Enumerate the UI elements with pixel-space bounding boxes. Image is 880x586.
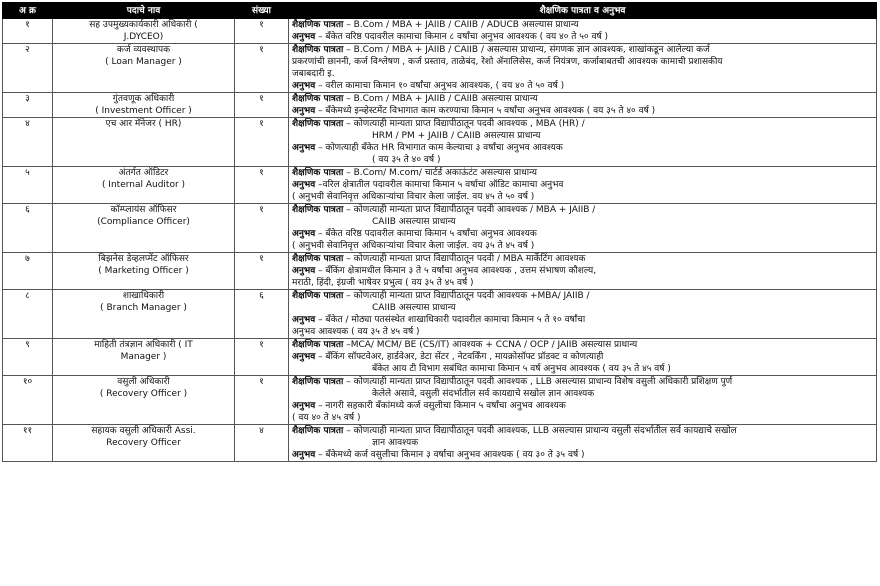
qualification-label: शैक्षणिक पात्रता	[292, 254, 344, 264]
post-name-line: Recovery Officer	[106, 438, 181, 448]
qualification-text: – बँकेमध्ये इन्व्हेस्टमेंट विभागात काम करण्याचा किमान ५ वर्षांचा अनुभव आवश्यक ( वय ३५ ते ४० वर्ष )	[315, 106, 656, 116]
post-count-cell: १	[235, 204, 289, 253]
table-row	[3, 339, 877, 376]
serial-number-cell: ९	[3, 339, 53, 376]
qualification-cell	[289, 290, 877, 339]
qualification-text: – कोणत्याही बँकेत HR विभागात काम केल्याचा ३ वर्षांचा अनुभव आवश्यक	[315, 143, 563, 153]
post-name-line: ( Marketing Officer )	[98, 266, 189, 276]
table-row	[3, 19, 877, 44]
qualification-text: – कोणत्याही मान्यता प्राप्त विद्यापीठातून पदवी / MBA मार्केटिंग आवश्यक	[343, 254, 586, 264]
table-row	[3, 253, 877, 290]
table-row	[3, 204, 877, 253]
serial-number-cell: ३	[3, 93, 53, 118]
qualification-text: – कोणत्याही मान्यता प्राप्त विद्यापीठातून पदवी आवश्यक +MBA/ JAIIB /	[343, 291, 590, 301]
qualification-text: ( वय ४० ते ४५ वर्ष )	[292, 413, 361, 423]
post-name-line: ( Recovery Officer )	[99, 389, 188, 399]
table-row	[3, 167, 877, 204]
table-row	[3, 118, 877, 167]
post-count-cell: १	[235, 93, 289, 118]
experience-label: अनुभव	[292, 143, 316, 153]
qualification-text: अनुभव आवश्यक ( वय ३५ ते ४५ वर्ष )	[292, 327, 420, 337]
post-name-cell	[53, 93, 235, 118]
qualification-line	[292, 204, 873, 216]
qualification-cell	[289, 19, 877, 44]
qualification-line	[292, 425, 873, 437]
qualification-label: शैक्षणिक पात्रता	[292, 377, 344, 387]
serial-number-cell: १०	[3, 376, 53, 425]
serial-number-cell: ८	[3, 290, 53, 339]
post-name-cell	[53, 425, 235, 462]
qualification-text: प्रकरणांची छाननी, कर्ज विश्लेषण , कर्ज प्रस्ताव, ताळेबंद, रेशो ॲनालिसेस, कर्ज नियंत्रण, कर्जाबाबतची आवश्यक कामाची प्रशासकीय	[292, 57, 723, 67]
post-name-line: ( Branch Manager )	[100, 303, 187, 313]
qualification-line	[292, 118, 873, 130]
qualification-line	[292, 388, 873, 400]
post-name-line: एच आर मॅनेजर ( HR)	[105, 119, 182, 129]
header-qualification-experience: शैक्षणिक पात्रता व अनुभव	[289, 3, 877, 19]
qualification-cell	[289, 204, 877, 253]
qualification-line	[292, 412, 873, 424]
qualification-label: शैक्षणिक पात्रता	[292, 340, 344, 350]
qualification-line	[292, 154, 873, 166]
post-name-line: बिझनेस डेव्हलप्मेंट ऑफिसर	[98, 254, 189, 264]
qualification-line	[292, 437, 873, 449]
serial-number-cell: ६	[3, 204, 53, 253]
experience-label: अनुभव	[292, 180, 316, 190]
qualification-text: ( अनुभवी सेवानिवृत्त अधिकाऱ्यांचा विचार केला जाईल. वय ३५ ते ४५ वर्ष )	[292, 241, 535, 251]
qualification-cell	[289, 425, 877, 462]
post-name-line: गुंतवणूक अधिकारी	[112, 94, 175, 104]
qualification-text: – B.Com / MBA + JAIIB / CAIIB / ADUCB असल्यास प्राधान्य	[343, 20, 579, 30]
post-name-cell	[53, 118, 235, 167]
post-count-cell: १	[235, 167, 289, 204]
qualification-text: – वरील कामाचा किमान १० वर्षांचा अनुभव आवश्यक, ( वय ४० ते ५० वर्ष )	[315, 81, 565, 91]
qualification-line	[292, 191, 873, 203]
qualification-text: – बँकेत / मोठ्या पतसंस्थेत शाखाधिकारी पदावरील कामाचा किमान ५ ते १० वर्षांचा	[315, 315, 586, 325]
qualification-text: ( वय ३५ ते ४० वर्ष )	[372, 155, 441, 165]
qualification-text: – बँकिंग क्षेत्रामधील किमान ३ ते ५ वर्षांचा अनुभव आवश्यक , उत्तम संभाषण कौशल्य,	[315, 266, 597, 276]
qualification-line	[292, 400, 873, 412]
qualification-cell	[289, 376, 877, 425]
post-name-line: (Compliance Officer)	[97, 217, 190, 227]
qualification-line	[292, 216, 873, 228]
table-row	[3, 44, 877, 93]
qualification-text: – कोणत्याही मान्यता प्राप्त विद्यापीठातून पदवी आवश्यक , MBA (HR) /	[343, 119, 585, 129]
qualification-text: – बँकेमध्ये कर्ज वसुलीचा किमान ३ वर्षाचा अनुभव आवश्यक ( वय ३० ते ३५ वर्ष )	[315, 450, 585, 460]
experience-label: अनुभव	[292, 32, 316, 42]
qualification-cell	[289, 118, 877, 167]
qualification-label: शैक्षणिक पात्रता	[292, 45, 344, 55]
qualification-line	[292, 326, 873, 338]
experience-label: अनुभव	[292, 81, 316, 91]
qualification-text: –वरिल क्षेत्रातील पदावरील कामाचा किमान ५ वर्षाचा ऑडिट कामाचा अनुभव	[315, 180, 564, 190]
qualification-text: – बँकेत वरिष्ठ पदावरील कामाचा किमान ५ वर्षांचा अनुभव आवश्यक	[315, 229, 537, 239]
experience-label: अनुभव	[292, 229, 316, 239]
serial-number-cell: २	[3, 44, 53, 93]
job-requirements-table	[2, 2, 877, 462]
qualification-text: – कोणत्याही मान्यता प्राप्त विद्यापीठातून पदवी आवश्यक , LLB असल्यास प्राधान्य विशेष वसुली अधिकारी प्रशिक्षण पुर्ण	[343, 377, 733, 387]
qualification-line	[292, 142, 873, 154]
qualification-line	[292, 44, 873, 56]
qualification-text: ( अनुभवी सेवानिवृत्त अधिकाऱ्यांचा विचार केला जाईल. वय ४५ ते ५० वर्ष )	[292, 192, 535, 202]
experience-label: अनुभव	[292, 106, 316, 116]
table-row	[3, 376, 877, 425]
qualification-line	[292, 351, 873, 363]
qualification-line	[292, 240, 873, 252]
qualification-text: – बँकिंग सॉफ्टवेअर, हार्डवेअर, डेटा सेंटर , नेटवर्किंग , मायक्रोसॉफ्ट प्रॉडक्ट व कोणत्याही	[315, 352, 604, 362]
serial-number-cell: ११	[3, 425, 53, 462]
qualification-text: –MCA/ MCM/ BE (CS/IT) आवश्यक + CCNA / OCP / JAIIB असल्यास प्राधान्य	[343, 340, 638, 350]
qualification-line	[292, 339, 873, 351]
experience-label: अनुभव	[292, 450, 316, 460]
post-name-cell	[53, 253, 235, 290]
qualification-cell	[289, 44, 877, 93]
qualification-text: बँकेत आय टी विभाग सबंधित कामाचा किमान ५ वर्ष अनुभव आवश्यक ( वय ३५ ते ४५ वर्ष )	[372, 364, 671, 374]
qualification-line	[292, 302, 873, 314]
qualification-text: ज्ञान आवश्यक	[372, 438, 419, 448]
post-name-cell	[53, 44, 235, 93]
post-name-line: सह उपमुख्यकार्यकारी अधिकारी (	[89, 20, 198, 30]
post-name-cell	[53, 19, 235, 44]
qualification-label: शैक्षणिक पात्रता	[292, 20, 344, 30]
serial-number-cell: १	[3, 19, 53, 44]
post-count-cell: १	[235, 339, 289, 376]
serial-number-cell: ४	[3, 118, 53, 167]
qualification-cell	[289, 93, 877, 118]
header-count: संख्या	[235, 3, 289, 19]
post-name-line: कॉम्प्लायंस ऑफिसर	[110, 205, 177, 215]
qualification-text: केलेले असावे, वसुली संदर्भातील सर्व कायद्याचे सखोल ज्ञान आवश्यक	[372, 389, 595, 399]
qualification-label: शैक्षणिक पात्रता	[292, 291, 344, 301]
qualification-line	[292, 179, 873, 191]
qualification-label: शैक्षणिक पात्रता	[292, 205, 344, 215]
qualification-text: – बँकेत वरिष्ठ पदावरील कामाचा किमान ८ वर्षांचा अनुभव आवश्यक ( वय ४० ते ५० वर्ष )	[315, 32, 609, 42]
qualification-label: शैक्षणिक पात्रता	[292, 94, 344, 104]
qualification-line	[292, 93, 873, 105]
qualification-line	[292, 68, 873, 80]
qualification-text: – नागरी सहकारी बँकांमध्ये कर्ज वसुलीचा किमान ५ वर्षांचा अनुभव आवश्यक	[315, 401, 566, 411]
post-name-cell	[53, 204, 235, 253]
post-name-cell	[53, 167, 235, 204]
qualification-label: शैक्षणिक पात्रता	[292, 426, 344, 436]
table-header-row	[3, 3, 877, 19]
post-name-line: कर्ज व्यवस्थापक	[116, 45, 171, 55]
qualification-text: मराठी, हिंदी, इंग्रजी भाषेवर प्रभुत्व ( वय ३५ ते ४५ वर्ष )	[292, 278, 474, 288]
post-name-line: Manager )	[120, 352, 167, 362]
qualification-label: शैक्षणिक पात्रता	[292, 119, 344, 129]
qualification-text: – B.Com / MBA + JAIIB / CAIIB / असल्यास प्राधान्य, संगणक ज्ञान आवश्यक, शाखांकडून आलेल्या कर्ज	[343, 45, 710, 55]
header-serial-number: अ क्र	[3, 3, 53, 19]
serial-number-cell: ५	[3, 167, 53, 204]
qualification-line	[292, 277, 873, 289]
qualification-line	[292, 449, 873, 461]
header-post-name: पदाचे नाव	[53, 3, 235, 19]
experience-label: अनुभव	[292, 352, 316, 362]
post-count-cell: १	[235, 376, 289, 425]
qualification-text: CAIIB असल्यास प्राधान्य	[372, 217, 456, 227]
post-name-line: ( Investment Officer )	[95, 106, 192, 116]
post-name-line: अंतर्गत ऑडिटर	[118, 168, 169, 178]
post-name-line: ( Internal Auditor )	[101, 180, 186, 190]
experience-label: अनुभव	[292, 315, 316, 325]
qualification-cell	[289, 339, 877, 376]
qualification-line	[292, 376, 873, 388]
qualification-line	[292, 290, 873, 302]
qualification-line	[292, 167, 873, 179]
qualification-line	[292, 130, 873, 142]
qualification-text: CAIIB असल्यास प्राधान्य	[372, 303, 456, 313]
post-name-line: शाखाधिकारी	[122, 291, 165, 301]
post-name-cell	[53, 290, 235, 339]
table-row	[3, 425, 877, 462]
qualification-text: – कोणत्याही मान्यता प्राप्त विद्यापीठातून पदवी आवश्यक, LLB असल्यास प्राधान्य वसुली संदर्भातील सर्व कायद्याचे सखोल	[343, 426, 737, 436]
post-name-line: माहिती तंत्रज्ञान अधिकारी ( IT	[94, 340, 193, 350]
qualification-text: – B.Com / MBA + JAIIB / CAIIB असल्यास प्राधान्य	[343, 94, 538, 104]
table-body	[3, 19, 877, 462]
qualification-line	[292, 19, 873, 31]
post-name-line: J.DYCEO)	[123, 32, 164, 42]
post-count-cell: १	[235, 44, 289, 93]
qualification-text: जबाबदारी इ.	[292, 69, 335, 79]
table-row	[3, 290, 877, 339]
post-name-cell	[53, 376, 235, 425]
qualification-line	[292, 105, 873, 117]
post-name-line: वसुली अधिकारी	[117, 377, 170, 387]
post-name-line: ( Loan Manager )	[105, 57, 182, 67]
qualification-line	[292, 56, 873, 68]
table-row	[3, 93, 877, 118]
post-count-cell: १	[235, 19, 289, 44]
post-count-cell: ४	[235, 425, 289, 462]
qualification-line	[292, 253, 873, 265]
qualification-text: HRM / PM + JAIIB / CAIIB असल्यास प्राधान्य	[372, 131, 541, 141]
serial-number-cell: ७	[3, 253, 53, 290]
qualification-line	[292, 228, 873, 240]
post-name-cell	[53, 339, 235, 376]
experience-label: अनुभव	[292, 401, 316, 411]
qualification-line	[292, 265, 873, 277]
qualification-line	[292, 314, 873, 326]
qualification-line	[292, 31, 873, 43]
post-count-cell: १	[235, 118, 289, 167]
qualification-text: – कोणत्याही मान्यता प्राप्त विद्यापीठातून पदवी आवश्यक / MBA + JAIIB /	[343, 205, 596, 215]
qualification-text: – B.Com/ M.com/ चार्टर्ड अकाऊंटंट असल्यास प्राधान्य	[343, 168, 537, 178]
post-name-line: सहायक वसुली अधिकारी Assi.	[91, 426, 196, 436]
post-count-cell: १	[235, 253, 289, 290]
qualification-cell	[289, 253, 877, 290]
post-count-cell: ६	[235, 290, 289, 339]
experience-label: अनुभव	[292, 266, 316, 276]
qualification-line	[292, 80, 873, 92]
qualification-label: शैक्षणिक पात्रता	[292, 168, 344, 178]
qualification-line	[292, 363, 873, 375]
qualification-cell	[289, 167, 877, 204]
